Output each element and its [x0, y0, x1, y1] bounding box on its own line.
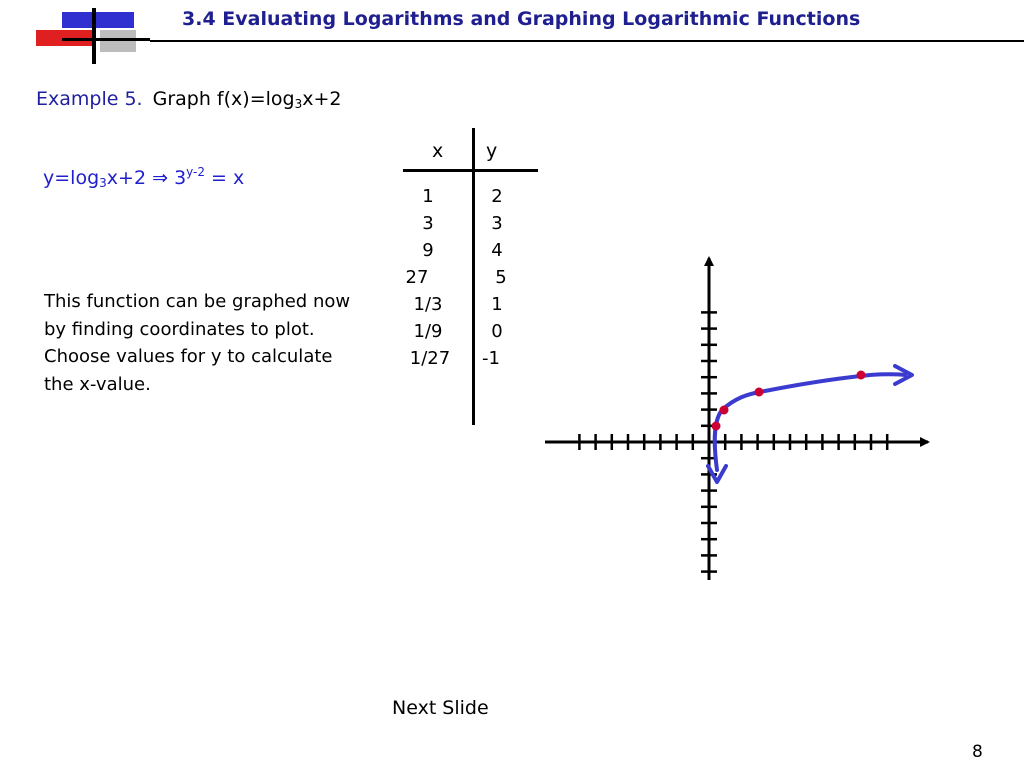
table-cell-x: 1/3: [413, 294, 443, 315]
table-cell-x: 27: [405, 267, 429, 288]
equation-rhs-base: 3: [174, 167, 187, 189]
page-number: 8: [972, 742, 983, 762]
equation-lhs-prefix: y=log: [43, 167, 100, 189]
implies-arrow-icon: ⇒: [152, 167, 169, 189]
slide-logo-icon: [0, 0, 150, 70]
prompt-prefix: Graph f(x)=log: [152, 88, 295, 110]
plot-point: [712, 422, 721, 431]
table-header-y: y: [486, 140, 498, 162]
equation-lhs-base: 3: [99, 176, 107, 190]
equation-lhs-suffix: x+2: [106, 167, 147, 189]
table-column-rule: [472, 128, 475, 425]
table-cell-y: 1: [491, 294, 503, 315]
plot-point: [720, 406, 729, 415]
equation-rhs-exp: y-2: [186, 165, 206, 179]
table-cell-x: 1/27: [409, 348, 451, 369]
table-cell-y: 0: [491, 321, 503, 342]
plot-point: [755, 388, 764, 397]
plot-point: [857, 371, 866, 380]
table-header-x: x: [432, 140, 444, 162]
table-cell-y: 4: [491, 240, 503, 261]
table-cell-y: 3: [491, 213, 503, 234]
title-divider: [150, 40, 1024, 42]
example-label: Example 5.: [36, 88, 143, 110]
example-heading: [36, 88, 341, 111]
prompt-base: 3: [294, 97, 303, 111]
equation-rhs-tail: = x: [205, 167, 245, 189]
description-text: This function can be graphed now by finding coordinates to plot. Choose values for y to calculate the x-value.: [44, 291, 351, 395]
table-cell-y: -1: [482, 348, 500, 369]
table-header-rule: [403, 169, 538, 172]
slide-title: 3.4 Evaluating Logarithms and Graphing Logarithmic Functions: [182, 8, 861, 30]
example-prompt: [153, 88, 342, 110]
equation-line: [43, 165, 244, 190]
log-curve: [715, 374, 905, 470]
next-slide-link[interactable]: Next Slide: [392, 697, 489, 719]
table-cell-x: 1/9: [413, 321, 443, 342]
table-cell-x: 9: [422, 240, 434, 261]
table-cell-y: 5: [495, 267, 507, 288]
table-cell-x: 3: [422, 213, 434, 234]
table-cell-y: 2: [491, 186, 503, 207]
prompt-suffix: x+2: [302, 88, 342, 110]
table-cell-x: 1: [422, 186, 434, 207]
